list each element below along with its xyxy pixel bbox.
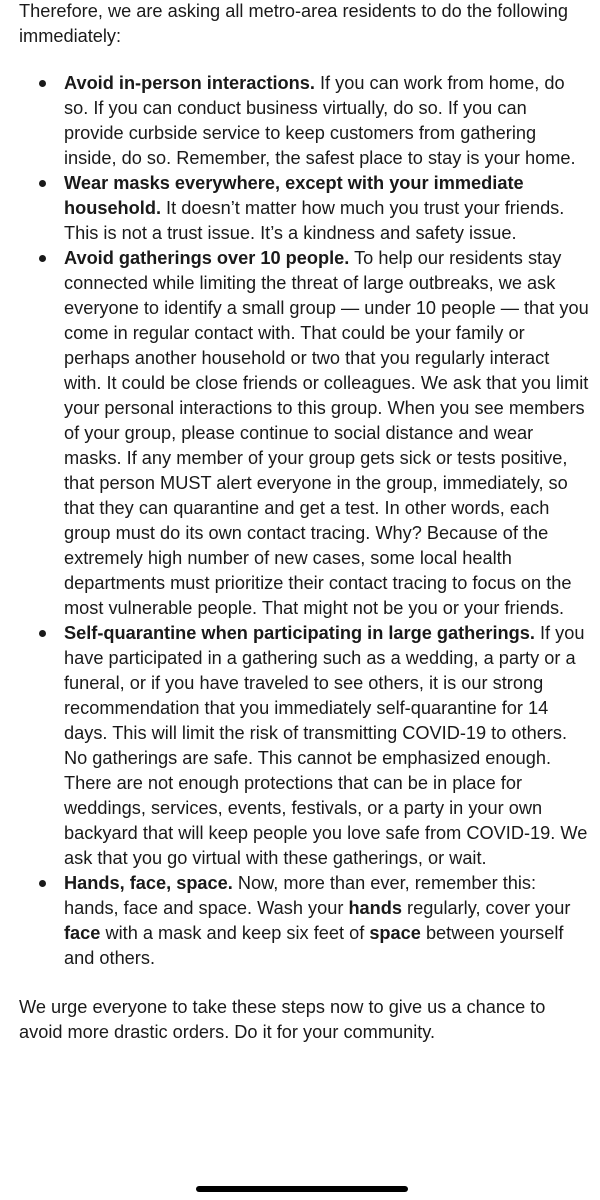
bullet-icon: [39, 180, 46, 187]
emphasis-hands: hands: [348, 898, 402, 918]
list-item-hands-face-space: [19, 871, 589, 971]
bullet-title: Hands, face, space.: [64, 873, 233, 893]
bullet-body-text: regularly, cover your: [402, 898, 571, 918]
closing-paragraph: We urge everyone to take these steps now to give us a chance to avoid more drastic orders. Do it for your community.: [19, 997, 546, 1042]
list-item-self-quarantine: [19, 621, 589, 871]
bullet-icon: [39, 255, 46, 262]
document-page: [19, 0, 589, 1045]
bullet-icon: [39, 80, 46, 87]
guidance-list: [19, 71, 589, 971]
bullet-body: To help our residents stay connected while limiting the threat of large outbreaks, we ask everyone to identify a small group — under 10 people — that you come in regular contact with. That could be your family or perhaps another household or two that you regularly interact with. It could be close friends or colleagues. We ask that you limit your personal interactions to this group. When you see members of your group, please continue to social distance and wear masks. If any member of your group gets sick or tests positive, that person MUST alert everyone in the group, immediately, so that they can quarantine and get a test. In other words, each group must do its own contact tracing. Why? Because of the extremely high number of new cases, some local health departments must prioritize their contact tracing to focus on the most vulnerable people. That might not be you or your friends.: [64, 248, 589, 618]
bullet-title: Self-quarantine when participating in large gatherings.: [64, 623, 535, 643]
bullet-title: Avoid gatherings over 10 people.: [64, 248, 350, 268]
bullet-body-text: between yourself and others.: [64, 923, 564, 968]
bullet-body-text: Now, more than ever, remember this: hands, face and space. Wash your: [64, 873, 537, 918]
list-item-avoid-gatherings: [19, 246, 589, 621]
emphasis-face: face: [64, 923, 101, 943]
bullet-icon: [39, 630, 46, 637]
bullet-icon: [39, 880, 46, 887]
bullet-body: If you have participated in a gathering such as a wedding, a party or a funeral, or if you have traveled to see others, it is our strong recommendation that you immediately self-quarantine for 14 days. This will limit the risk of transmitting COVID-19 to others. No gatherings are safe. This cannot be emphasized enough. There are not enough protections that can be in place for weddings, services, events, festivals, or a party in your own backyard that will keep people you love safe from COVID-19. We ask that you go virtual with these gatherings, or wait.: [64, 623, 588, 868]
bullet-title: Wear masks everywhere, except with your immediate household.: [64, 173, 524, 218]
bullet-body: It doesn’t matter how much you trust your friends. This is not a trust issue. It’s a kindness and safety issue.: [64, 198, 565, 243]
home-indicator[interactable]: [196, 1186, 408, 1192]
bullet-body: If you can work from home, do so. If you can conduct business virtually, do so. If you can provide curbside service to keep customers from gathering inside, do so. Remember, the safest place to stay is your home.: [64, 73, 576, 168]
bullet-title: Avoid in-person interactions.: [64, 73, 315, 93]
list-item-wear-masks: [19, 171, 589, 246]
list-item-avoid-in-person: [19, 71, 589, 171]
emphasis-space: space: [369, 923, 421, 943]
bullet-body-text: with a mask and keep six feet of: [100, 923, 370, 943]
intro-paragraph: Therefore, we are asking all metro-area residents to do the following immediately:: [19, 1, 568, 46]
